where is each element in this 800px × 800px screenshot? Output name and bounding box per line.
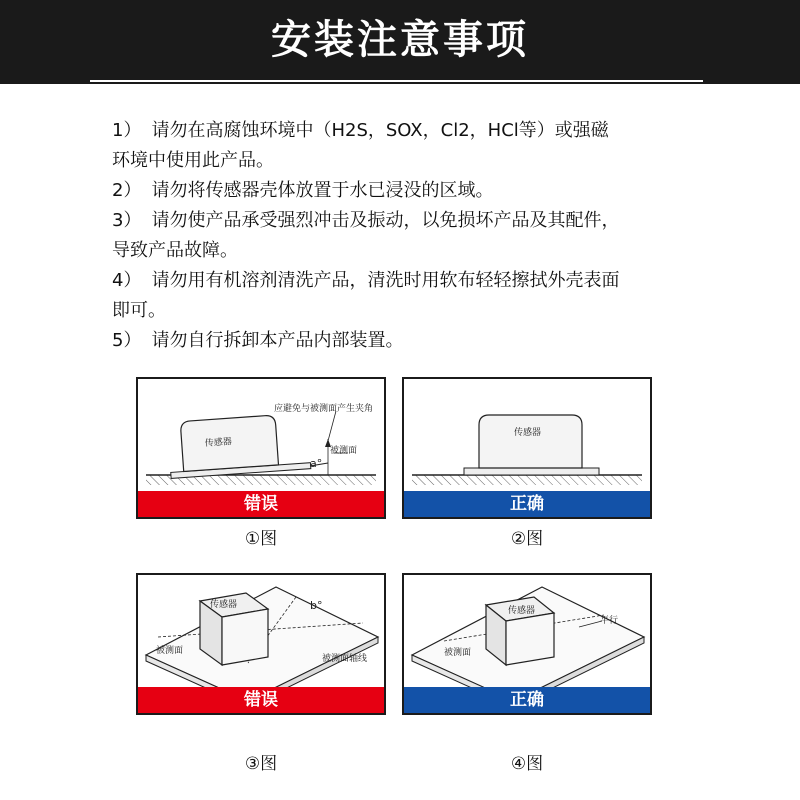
sensor-cube xyxy=(200,593,268,665)
notes-list xyxy=(112,116,712,356)
note-item-cont: 环境中使用此产品。 xyxy=(112,150,274,171)
angle-note: 应避免与被测面产生夹角 xyxy=(274,404,374,414)
sensor-cube xyxy=(486,597,554,665)
sensor-label: 传感器 xyxy=(508,606,536,616)
status-right: 正确 xyxy=(404,491,650,517)
tilted-sensor xyxy=(167,413,311,479)
surface-axis-label: 被测面轴线 xyxy=(322,654,368,664)
figure-2-panel xyxy=(402,377,652,519)
surface-label: 被测面 xyxy=(444,648,472,658)
note-item: 5） 请勿自行拆卸本产品内部装置。 xyxy=(112,330,404,351)
surface-label: 被测面 xyxy=(330,446,358,456)
parallel-label: 平行 xyxy=(600,616,619,626)
note-leader xyxy=(328,411,336,441)
sensor-label: 传感器 xyxy=(514,428,542,438)
header-banner xyxy=(0,0,800,84)
figure-2-caption: ②图 xyxy=(510,529,544,549)
note-item: 3） 请勿使产品承受强烈冲击及振动，以免损坏产品及其配件， xyxy=(112,210,620,231)
note-item-cont: 即可。 xyxy=(112,300,166,321)
surface-label: 被测面 xyxy=(156,646,184,656)
note-item: 4） 请勿用有机溶剂清洗产品，清洗时用软布轻轻擦拭外壳表面 xyxy=(112,270,620,291)
ground-hatch xyxy=(412,475,642,485)
figure-3-panel xyxy=(136,573,386,715)
note-item: 1） 请勿在高腐蚀环境中（H2S，SOX，Cl2，HCl等）或强磁 xyxy=(112,120,609,141)
figure-4-caption: ④图 xyxy=(510,754,544,774)
note-item: 2） 请勿将传感器壳体放置于水已浸没的区域。 xyxy=(112,180,494,201)
figure-3-caption: ③图 xyxy=(244,754,278,774)
sensor-base xyxy=(464,468,599,475)
status-wrong: 错误 xyxy=(138,491,384,517)
sensor-label: 传感器 xyxy=(210,600,238,610)
figure-1-caption: ①图 xyxy=(244,529,278,549)
angle-a: a° xyxy=(310,457,323,470)
header-rule xyxy=(90,80,703,82)
angle-b: b° xyxy=(310,599,323,612)
status-right: 正确 xyxy=(404,687,650,713)
figure-4-panel xyxy=(402,573,652,715)
sensor-label: 传感器 xyxy=(204,437,233,449)
figure-1-panel xyxy=(136,377,386,519)
note-item-cont: 导致产品故障。 xyxy=(112,240,238,261)
page-title: 安装注意事项 xyxy=(271,17,529,63)
status-wrong: 错误 xyxy=(138,687,384,713)
sensor-body xyxy=(479,415,582,468)
